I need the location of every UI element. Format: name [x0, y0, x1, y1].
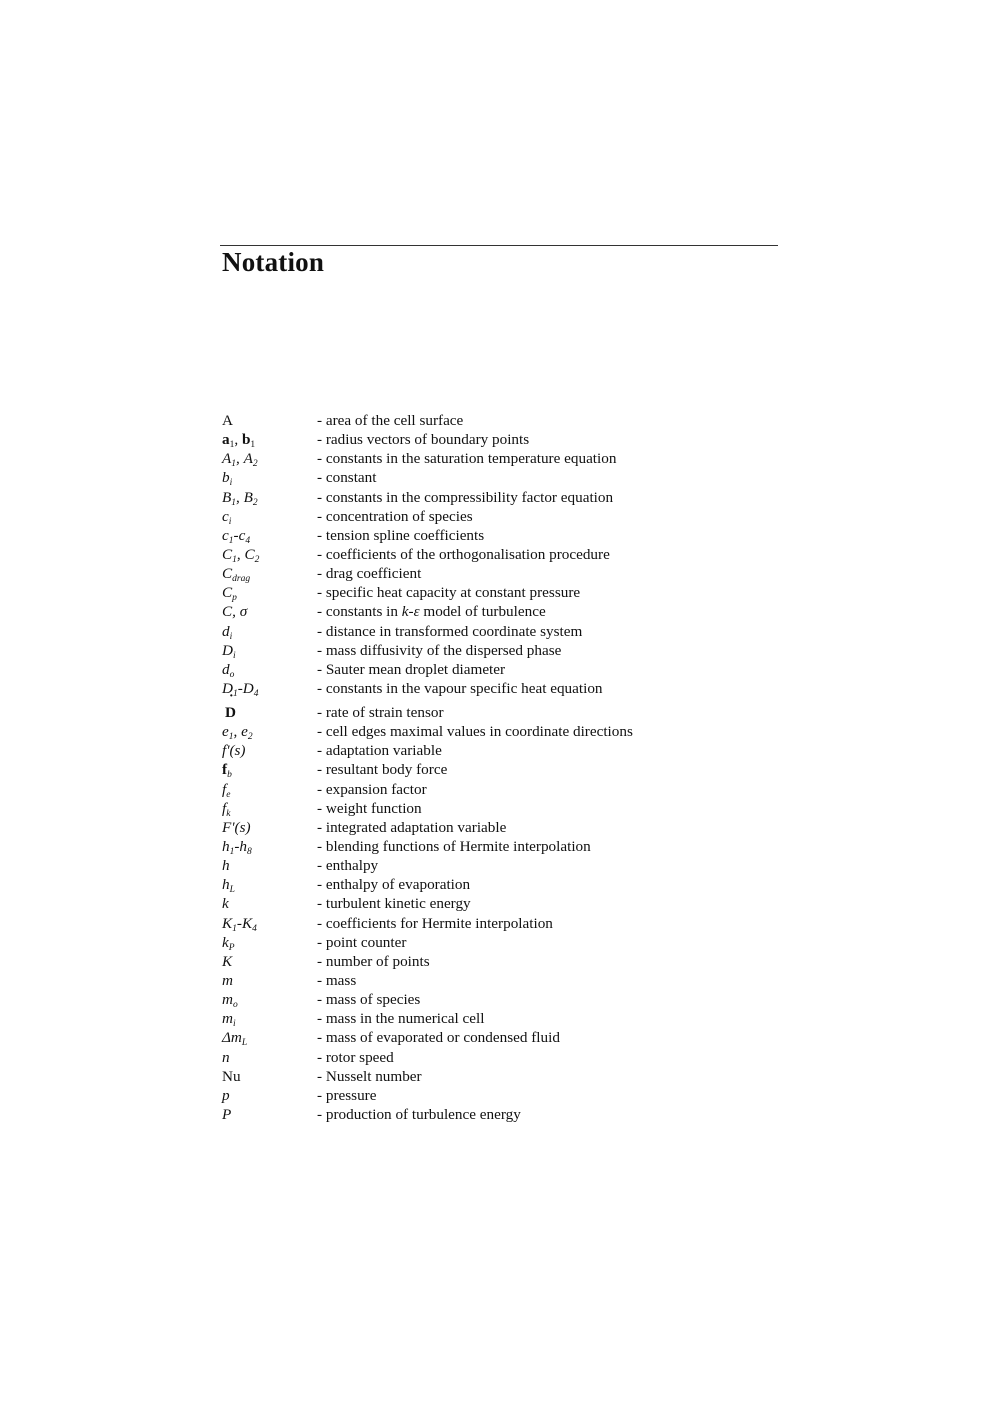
notation-description: - rate of strain tensor	[317, 704, 444, 722]
notation-description: - Sauter mean droplet diameter	[317, 660, 506, 678]
notation-description: - specific heat capacity at constant pressure	[317, 584, 581, 602]
notation-row	[222, 971, 782, 990]
notation-row	[222, 760, 782, 779]
header-rule	[220, 245, 778, 246]
notation-description: - coefficients of the orthogonalisation procedure	[317, 545, 610, 563]
notation-row	[222, 468, 782, 487]
notation-description: - mass of species	[317, 991, 421, 1009]
notation-description: - radius vectors of boundary points	[317, 431, 530, 449]
notation-description: - adaptation variable	[317, 742, 442, 760]
notation-symbol: h	[222, 857, 230, 875]
notation-row	[222, 799, 782, 818]
notation-row	[222, 741, 782, 760]
notation-symbol: $d_o$	[222, 660, 235, 680]
notation-symbol: $D_i$	[222, 641, 236, 661]
notation-description: - concentration of species	[317, 507, 473, 525]
notation-symbol: $B_1$, $B_2$	[222, 488, 258, 508]
notation-row	[222, 1009, 782, 1028]
notation-description: - pressure	[317, 1086, 377, 1104]
notation-row	[222, 660, 782, 679]
notation-row	[222, 602, 782, 621]
notation-row	[222, 952, 782, 971]
notation-symbol: $m_o$	[222, 991, 238, 1011]
notation-row	[222, 1067, 782, 1086]
notation-row	[222, 1048, 782, 1067]
notation-row	[222, 641, 782, 660]
notation-symbol: p	[222, 1086, 230, 1104]
notation-row	[222, 488, 782, 507]
notation-symbol: $k_P$	[222, 933, 235, 953]
notation-symbol: $C_{drag}$	[222, 565, 251, 585]
notation-description: - distance in transformed coordinate system	[317, 622, 583, 640]
notation-symbol: Nu	[222, 1067, 241, 1085]
notation-description: - constant	[317, 469, 377, 487]
notation-symbol: f'(s)	[222, 742, 246, 760]
notation-description: - Nusselt number	[317, 1067, 422, 1085]
notation-description: - resultant body force	[317, 761, 448, 779]
notation-description: - constants in k-ε model of turbulence	[317, 603, 546, 621]
notation-row	[222, 449, 782, 468]
notation-symbol: $h_1-h_8$	[222, 837, 252, 857]
notation-row	[222, 780, 782, 799]
notation-symbol: P	[222, 1105, 232, 1123]
notation-description: - turbulent kinetic energy	[317, 895, 471, 913]
notation-description: - drag coefficient	[317, 565, 422, 583]
notation-description: - blending functions of Hermite interpolation	[317, 837, 591, 855]
notation-row	[222, 990, 782, 1009]
notation-row	[222, 564, 782, 583]
notation-row	[222, 583, 782, 602]
notation-row	[222, 1028, 782, 1047]
notation-row	[222, 722, 782, 741]
notation-symbol: $A_1$, $A_2$	[222, 450, 258, 470]
notation-description: - point counter	[317, 933, 407, 951]
notation-symbol: A	[222, 412, 233, 429]
notation-symbol: $C_1$, $C_2$	[222, 545, 260, 565]
notation-symbol: $m_i$	[222, 1010, 236, 1030]
notation-description: - constants in the vapour specific heat equation	[317, 679, 603, 697]
notation-list	[222, 411, 782, 1124]
notation-symbol: $C_p$	[222, 584, 237, 604]
notation-description: - constants in the saturation temperature equation	[317, 450, 617, 468]
notation-row	[222, 914, 782, 933]
notation-description: - area of the cell surface	[317, 412, 464, 429]
notation-symbol: m	[222, 971, 233, 989]
notation-row	[222, 894, 782, 913]
notation-description: - mass diffusivity of the dispersed phase	[317, 641, 562, 659]
notation-row	[222, 698, 782, 722]
notation-row	[222, 837, 782, 856]
notation-symbol: $d_i$	[222, 622, 233, 642]
notation-row	[222, 526, 782, 545]
notation-symbol: n	[222, 1048, 230, 1066]
notation-description: - number of points	[317, 952, 430, 970]
notation-description: - mass in the numerical cell	[317, 1010, 485, 1028]
notation-row	[222, 933, 782, 952]
notation-symbol: $f_b$	[222, 761, 232, 781]
notation-description: - constants in the compressibility factor equation	[317, 488, 614, 506]
notation-symbol: $h_L$	[222, 876, 235, 896]
notation-row	[222, 818, 782, 837]
notation-symbol: $\Delta m_L$	[222, 1029, 248, 1049]
notation-description: - enthalpy	[317, 857, 379, 875]
notation-row	[222, 875, 782, 894]
notation-symbol: k	[222, 895, 229, 913]
page-title: Notation	[222, 247, 325, 277]
notation-symbol: $a_1$, $b_1$	[222, 431, 256, 451]
notation-symbol: $f_k$	[222, 799, 231, 819]
notation-symbol: K	[222, 952, 233, 970]
notation-description: - coefficients for Hermite interpolation	[317, 914, 553, 932]
notation-description: - integrated adaptation variable	[317, 818, 507, 836]
notation-row	[222, 411, 782, 430]
notation-description: - tension spline coefficients	[317, 526, 485, 544]
notation-row	[222, 430, 782, 449]
notation-symbol: C, σ	[222, 603, 248, 621]
notation-description: - enthalpy of evaporation	[317, 876, 471, 894]
notation-symbol: · D	[222, 698, 236, 728]
notation-symbol: $b_i$	[222, 469, 233, 489]
notation-symbol: $f_e$	[222, 780, 231, 800]
notation-symbol: $e_1$, $e_2$	[222, 723, 253, 743]
notation-row	[222, 507, 782, 526]
notation-row	[222, 622, 782, 641]
notation-description: - expansion factor	[317, 780, 427, 798]
notation-description: - mass of evaporated or condensed fluid	[317, 1029, 560, 1047]
notation-row	[222, 545, 782, 564]
notation-symbol: $c_1-c_4$	[222, 526, 251, 546]
notation-symbol: $K_1-K_4$	[222, 914, 257, 934]
notation-row	[222, 1086, 782, 1105]
notation-description: - mass	[317, 971, 357, 989]
notation-description: - cell edges maximal values in coordinate directions	[317, 723, 633, 741]
notation-row	[222, 1105, 782, 1124]
notation-description: - rotor speed	[317, 1048, 394, 1066]
notation-row	[222, 679, 782, 698]
notation-description: - production of turbulence energy	[317, 1105, 521, 1123]
notation-description: - weight function	[317, 799, 422, 817]
notation-symbol: $D_1-D_4$	[222, 679, 259, 699]
notation-row	[222, 856, 782, 875]
notation-symbol: $c_i$	[222, 507, 232, 527]
notation-symbol: F'(s)	[222, 818, 251, 836]
